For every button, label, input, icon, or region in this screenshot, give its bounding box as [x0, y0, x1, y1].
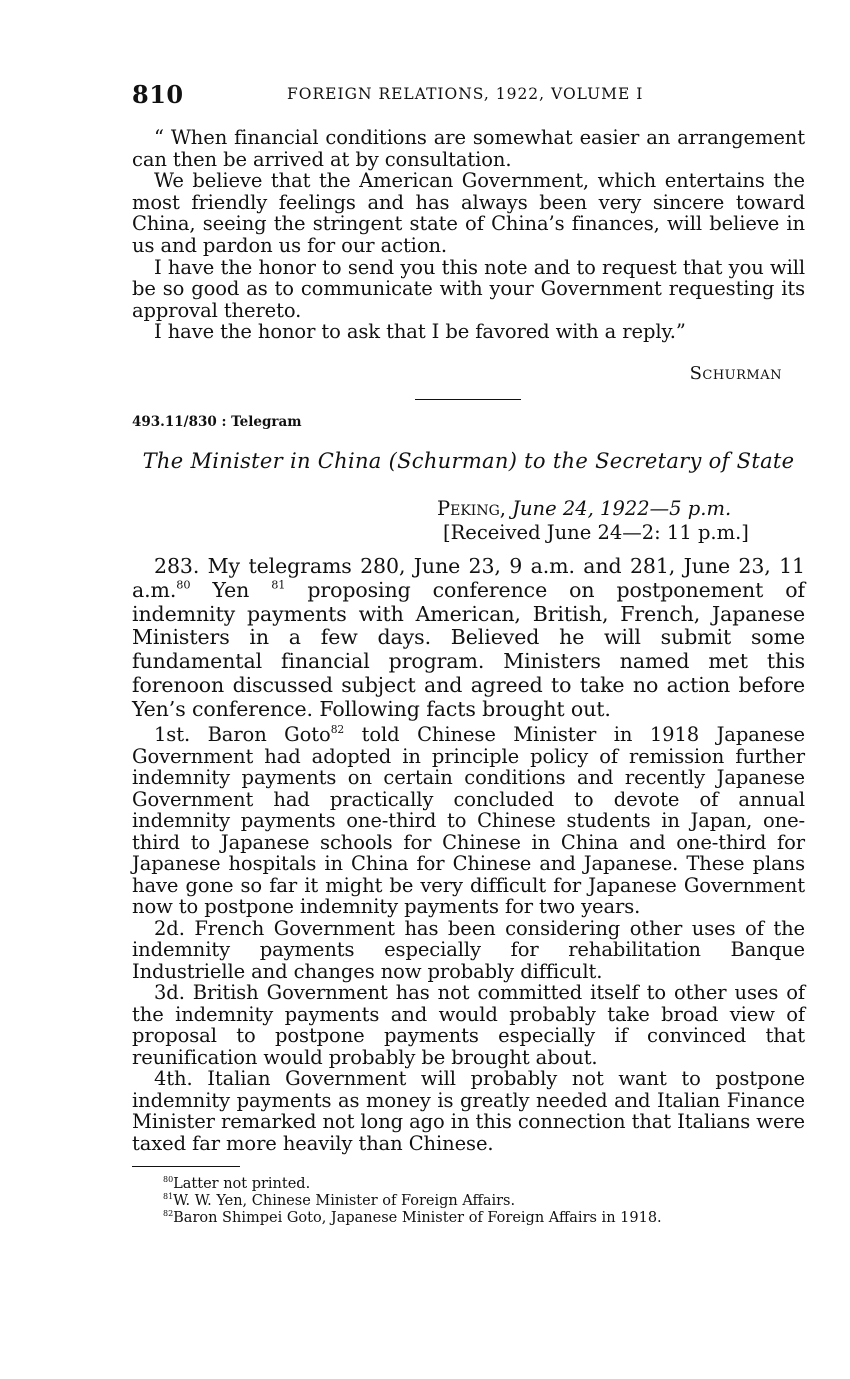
file-reference: 493.11/830 : Telegram	[132, 414, 302, 430]
footnote-80	[163, 1176, 803, 1193]
telegram-paragraph	[132, 555, 805, 722]
dateline-place: Peking,	[437, 497, 506, 520]
footnote-mark: 80	[163, 1175, 174, 1185]
footnote-ref-82: 82	[330, 722, 345, 736]
telegram-body	[132, 555, 805, 722]
footnote-ref-81: 81	[271, 578, 286, 592]
point-third: 3d. British Government has not committed itself to other uses of the indemnity payments and would probably take broad view of proposal to postpone payments especially if convinced that reunification would probably be brought about.	[132, 981, 805, 1069]
page-header	[132, 80, 805, 114]
paragraph-american-government: We believe that the American Government, which entertains the most friendly feelings and has always been very sincere toward China, seeing the stringent state of China’s finances, will believe in us and pardon us for our action.	[132, 169, 805, 257]
point-first-text-a: 1st. Baron Goto	[154, 723, 331, 746]
telegram-text-1: 283. My telegrams 280, June 23, 9 a.m. and 281, June 23, 11 a.m.	[132, 554, 805, 602]
footnote-ref-80: 80	[176, 578, 191, 592]
received-line: [Received June 24—2: 11 p.m.]	[443, 521, 749, 544]
footnote-82	[163, 1210, 803, 1227]
page-number: 810	[132, 80, 184, 109]
paragraph-financial-conditions: “ When financial conditions are somewhat easier an arrangement can then be arrived at by consultation.	[132, 126, 805, 171]
footnote-81	[163, 1193, 803, 1210]
footnote-mark: 82	[163, 1209, 174, 1219]
paragraph-reply-request: I have the honor to ask that I be favored with a reply.”	[154, 320, 686, 344]
telegram-text-3: proposing conference on postponement of indemnity payments with American, British, French, Japanese Ministers in a few days. Believed he will submit some fundamental financial program. Ministers named met this forenoon discussed subject and agreed to take no action before Yen’s conference. Following facts brought out.	[132, 577, 806, 721]
telegram-text-2: Yen	[190, 577, 272, 602]
dateline	[437, 497, 731, 520]
point-first	[132, 724, 805, 918]
telegram-points	[132, 724, 805, 1154]
letter-close-text	[132, 127, 805, 343]
footnotes	[163, 1176, 803, 1227]
footnote-divider	[132, 1166, 240, 1167]
point-fourth: 4th. Italian Government will probably not want to postpone indemnity payments as money is greatly needed and Italian Finance Minister remarked not long ago in this connection that Italians were taxed far more heavily than Chinese.	[132, 1067, 805, 1155]
footnote-text: W. W. Yen, Chinese Minister of Foreign Affairs.	[173, 1193, 516, 1209]
footnote-text: Baron Shimpei Goto, Japanese Minister of Foreign Affairs in 1918.	[173, 1210, 662, 1226]
point-first-text-b: told Chinese Minister in 1918 Japanese Government had adopted in principle policy of remission further indemnity payments on certain conditions and recently Japanese Government had practically concluded to devote of annual indemnity payments one-third to Chinese students in Japan, one-third to Japanese schools for Chinese in China and one-third for Japanese hospitals in China for Chinese and Japanese. These plans have gone so far it might be very difficult for Japanese Government now to postpone indemnity payments for two years.	[132, 723, 805, 918]
document-title: The Minister in China (Schurman) to the Secretary of State	[142, 449, 795, 473]
running-head: FOREIGN RELATIONS, 1922, VOLUME I	[287, 85, 644, 103]
footnote-text: Latter not printed.	[173, 1176, 311, 1192]
section-divider	[415, 399, 521, 400]
footnote-mark: 81	[163, 1192, 174, 1202]
signature: Schurman	[689, 363, 782, 384]
point-second: 2d. French Government has been considering other uses of the indemnity payments especially for rehabilitation Banque Industrielle and changes now probably difficult.	[132, 916, 805, 983]
paragraph-send-note: I have the honor to send you this note and to request that you will be so good as to communicate with your Government requesting its approval thereto.	[132, 255, 805, 322]
dateline-date: June 24, 1922—5 p.m.	[512, 497, 732, 520]
